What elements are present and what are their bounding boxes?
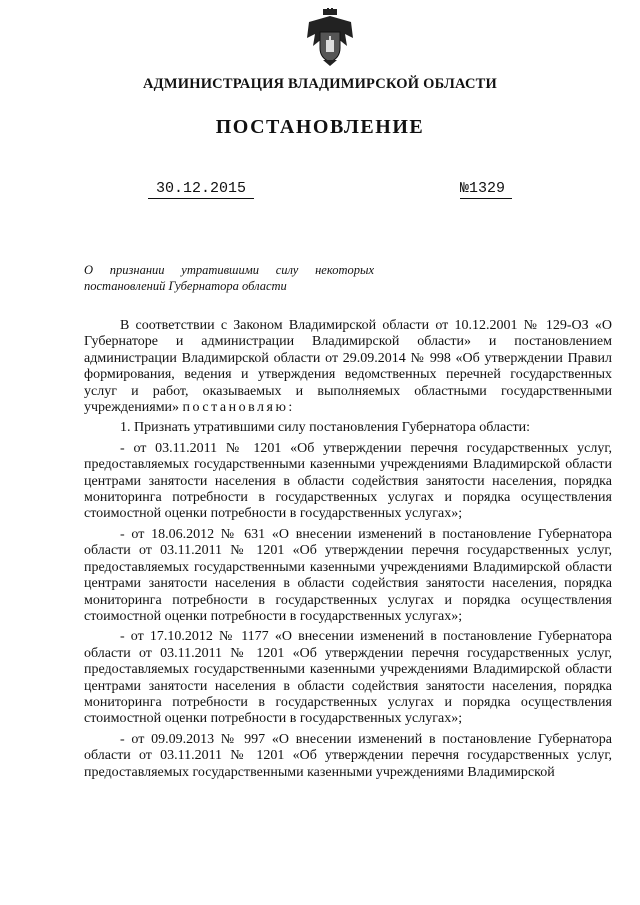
document-body (84, 318, 612, 785)
list-item: - от 18.06.2012 № 631 «О внесении изменений в постановление Губернатора области от 03.11.2011 № 1201 «Об утверждении перечня государственных услуг, предоставляемых государственными казенными учреждениями Владимирской области центрами занятости населения в области содействия занятости населения, порядка мониторинга потребности в государственных услугах и порядка осуществления стоимостной оценки потребности в государственных услугах»; (84, 526, 612, 624)
decree-word: постановляю: (182, 400, 295, 416)
coat-of-arms-icon (305, 8, 355, 66)
list-item: - от 09.09.2013 № 997 «О внесении изменений в постановление Губернатора области от 03.11.2011 № 1201 «Об утверждении перечня государственных услуг, предоставляемых государственными казенными учреждениями Владимирской (84, 731, 612, 780)
document-type: ПОСТАНОВЛЕНИЕ (215, 116, 425, 138)
document-subject: О признании утратившими силу некоторых постановлений Губернатора области (84, 263, 374, 293)
document-date: 30.12.2015 (148, 180, 254, 199)
document-number: №1329 (460, 180, 512, 199)
organization-name: АДМИНИСТРАЦИЯ ВЛАДИМИРСКОЙ ОБЛАСТИ (143, 76, 497, 92)
list-item: - от 03.11.2011 № 1201 «Об утверждении перечня государственных услуг, предоставляемых государственными казенными учреждениями Владимирской области центрами занятости населения в области содействия занятости населения, порядка мониторинга потребности в государственных услугах и порядка осуществления стоимостной оценки потребности в государственных услугах»; (84, 440, 612, 522)
list-item: - от 17.10.2012 № 1177 «О внесении изменений в постановление Губернатора области от 03.11.2011 № 1201 «Об утверждении перечня государственных услуг, предоставляемых государственными казенными учреждениями Владимирской области центрами занятости населения в области содействия занятости населения, порядка мониторинга потребности в государственных услугах и порядка осуществления стоимостной оценки потребности в государственных услугах»; (84, 629, 612, 727)
preamble-text: В соответствии с Законом Владимирской области от 10.12.2001 № 129-ОЗ «О Губернаторе и администрации Владимирской области» и постановлением администрации Владимирской области от 29.09.2014 № 998 «Об утверждении Правил формирования, ведения и утверждения ведомственных перечней государственных услуг и работ, оказываемых и выполняемых областными государственными учреждениями» (84, 318, 612, 416)
point-1: 1. Признать утратившими силу постановления Губернатора области: (120, 420, 530, 436)
preamble-paragraph (84, 318, 612, 416)
